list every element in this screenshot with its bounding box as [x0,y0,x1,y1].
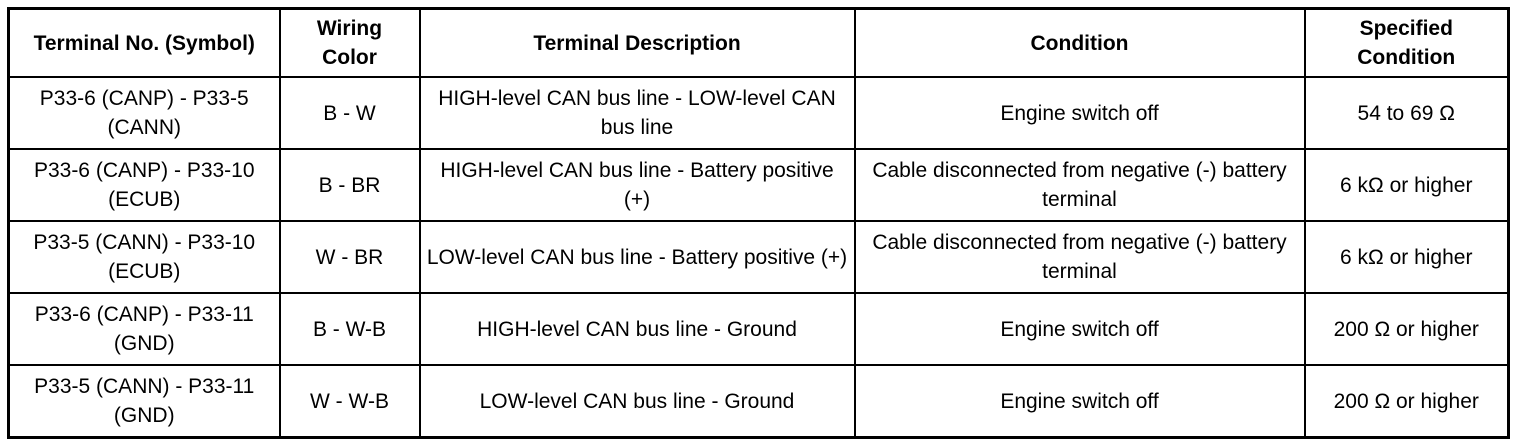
cell-wiring-color: W - W-B [280,365,420,438]
header-wiring-color [280,9,420,78]
cell-specified-condition: 54 to 69 Ω [1305,77,1509,149]
header-specified-condition [1305,9,1509,78]
terminal-resistance-table [7,7,1510,439]
table-row [9,293,1509,365]
cell-wiring-color: B - W-B [280,293,420,365]
cell-condition: Engine switch off [855,365,1305,438]
header-specified-condition-label: Specified Condition [1357,17,1456,69]
cell-condition: Cable disconnected from negative (-) battery terminal [855,221,1305,293]
cell-condition: Engine switch off [855,293,1305,365]
header-terminal-no: Terminal No. (Symbol) [9,9,280,78]
cell-terminal: P33-6 (CANP) - P33-11 (GND) [9,293,280,365]
cell-terminal: P33-6 (CANP) - P33-5 (CANN) [9,77,280,149]
cell-specified-condition: 200 Ω or higher [1305,293,1509,365]
header-condition: Condition [855,9,1305,78]
cell-wiring-color: W - BR [280,221,420,293]
cell-description: HIGH-level CAN bus line - Ground [420,293,855,365]
table-row [9,221,1509,293]
cell-specified-condition: 6 kΩ or higher [1305,149,1509,221]
cell-terminal: P33-5 (CANN) - P33-10 (ECUB) [9,221,280,293]
cell-description: HIGH-level CAN bus line - Battery positive (+) [420,149,855,221]
cell-description: LOW-level CAN bus line - Battery positive (+) [420,221,855,293]
cell-condition: Engine switch off [855,77,1305,149]
cell-wiring-color: B - BR [280,149,420,221]
cell-specified-condition: 200 Ω or higher [1305,365,1509,438]
cell-condition: Cable disconnected from negative (-) battery terminal [855,149,1305,221]
cell-terminal: P33-5 (CANN) - P33-11 (GND) [9,365,280,438]
cell-terminal: P33-6 (CANP) - P33-10 (ECUB) [9,149,280,221]
cell-description: HIGH-level CAN bus line - LOW-level CAN bus line [420,77,855,149]
table-row [9,77,1509,149]
cell-description: LOW-level CAN bus line - Ground [420,365,855,438]
table-row [9,365,1509,438]
cell-wiring-color: B - W [280,77,420,149]
table-header-row [9,9,1509,78]
table-row [9,149,1509,221]
cell-specified-condition: 6 kΩ or higher [1305,221,1509,293]
resistance-spec-sheet [7,7,1510,439]
header-terminal-description: Terminal Description [420,9,855,78]
header-wiring-color-label: Wiring Color [316,17,383,69]
